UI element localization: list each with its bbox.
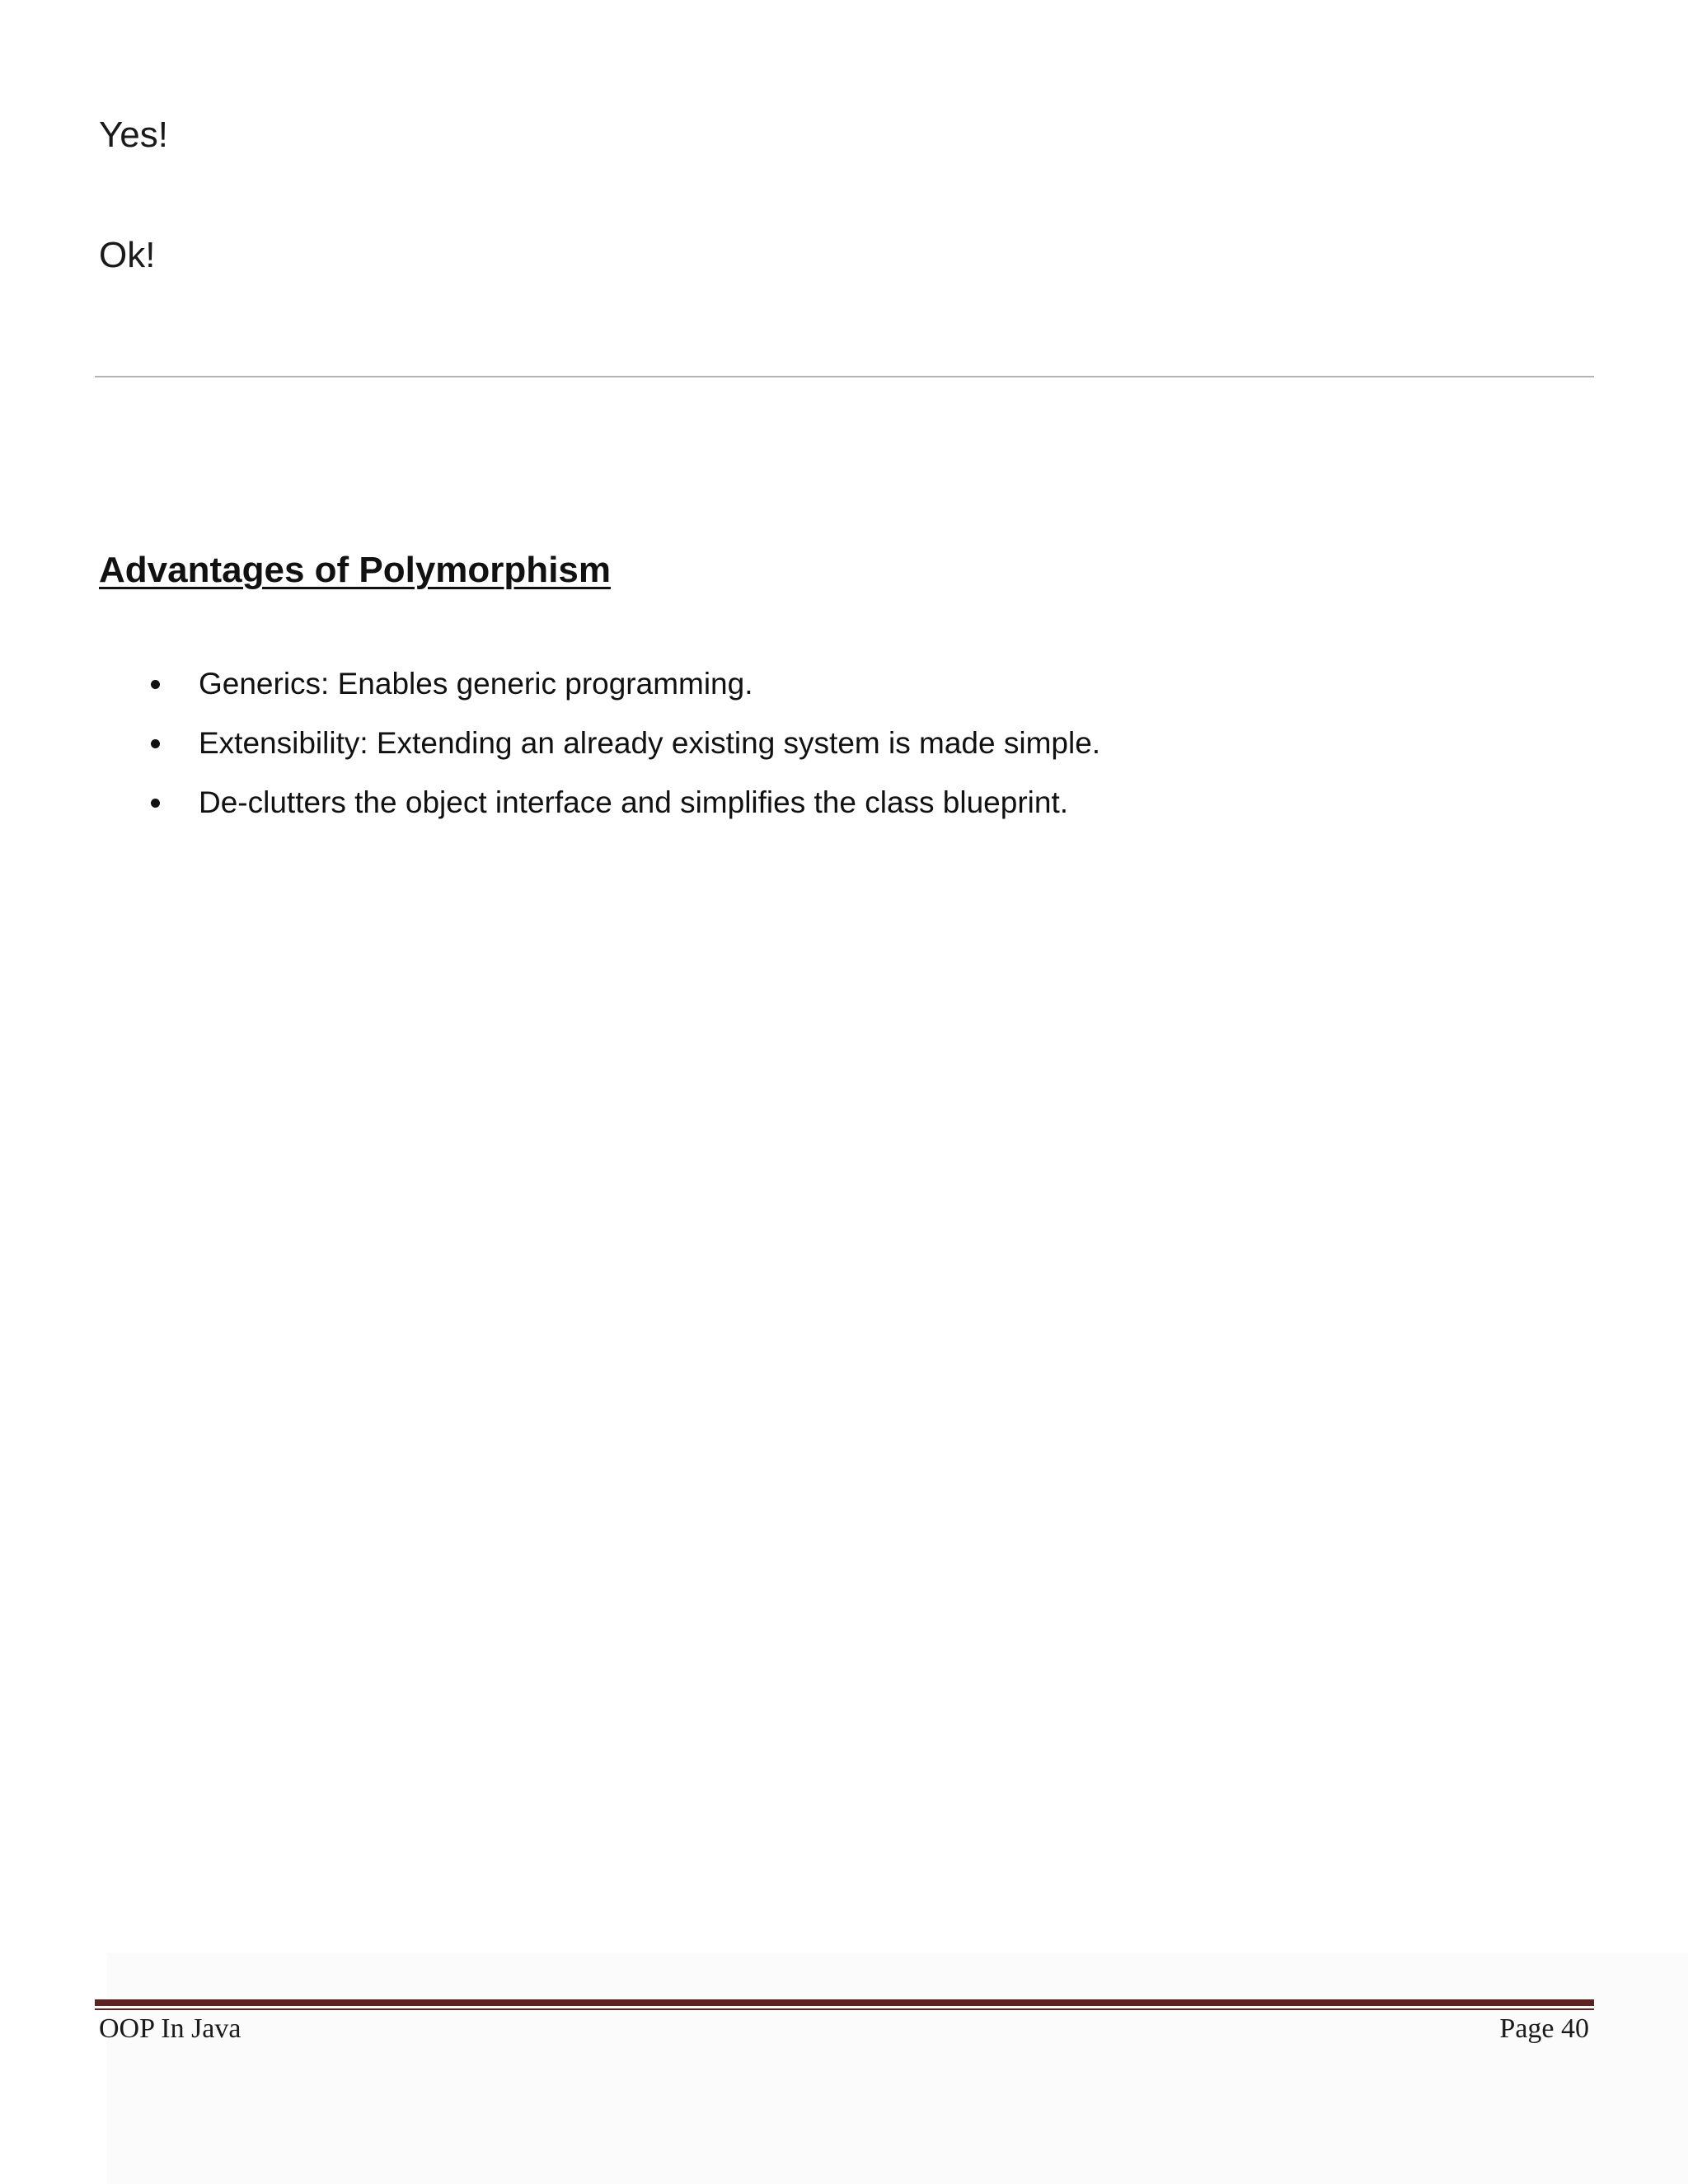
list-item-text: Generics: Enables generic programming. <box>199 667 753 701</box>
list-item <box>0 783 1688 842</box>
advantages-list <box>0 664 1688 842</box>
list-item-text: De-clutters the object interface and simplifies the class blueprint. <box>199 785 1069 819</box>
list-item <box>0 664 1688 724</box>
bullet-icon <box>151 799 160 808</box>
output-line-ok: Ok! <box>99 235 156 275</box>
output-line-yes: Yes! <box>99 115 169 155</box>
list-item-text: Extensibility: Extending an already existing system is made simple. <box>199 726 1101 760</box>
footer-page-number: Page 40 <box>1499 2013 1589 2044</box>
bullet-icon <box>151 680 160 689</box>
footer-rule-thin <box>95 2008 1594 2010</box>
footer-rule-thick <box>95 1999 1594 2006</box>
bullet-icon <box>151 739 160 748</box>
horizontal-divider <box>95 376 1594 377</box>
footer-document-title: OOP In Java <box>99 2013 241 2044</box>
page-bottom-tint <box>107 1953 1688 2184</box>
section-heading: Advantages of Polymorphism <box>99 550 612 590</box>
list-item <box>0 724 1688 783</box>
